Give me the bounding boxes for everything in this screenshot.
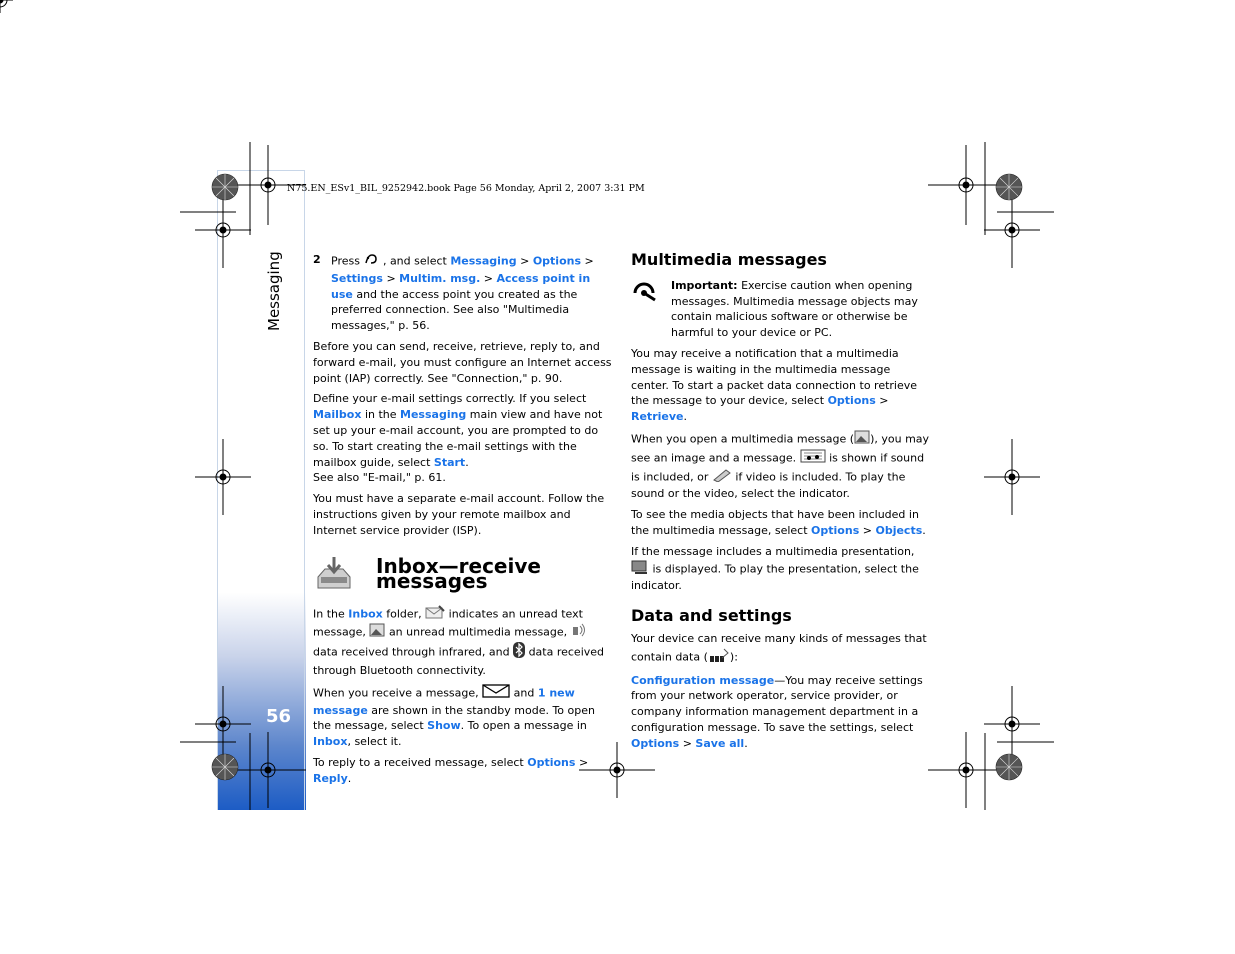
- paragraph-iap: Before you can send, receive, retrieve, reply to, and forward e-mail, you must configure an Internet access point (IAP) correctly. See "Connection," p. 90.: [313, 339, 612, 385]
- multimedia-message-icon: [854, 430, 870, 449]
- left-column: [313, 252, 613, 792]
- important-note: [631, 278, 931, 341]
- text: When you open a multimedia message (: [631, 432, 855, 446]
- paragraph-configuration: [631, 673, 931, 752]
- sound-indicator-icon: [800, 449, 826, 468]
- link-objects[interactable]: Objects: [875, 523, 923, 537]
- text: .: [347, 771, 352, 785]
- paragraph-inbox-icons: [313, 605, 613, 679]
- multimedia-messages-title: Multimedia messages: [631, 250, 827, 269]
- text: in the: [364, 408, 397, 422]
- step-number: 2: [313, 253, 321, 266]
- link-access-point[interactable]: Access point in use: [331, 271, 591, 301]
- link-options-save[interactable]: Options: [631, 736, 680, 750]
- sep: >: [862, 523, 872, 537]
- sep: >: [520, 254, 530, 268]
- text: indicates an unread text message,: [313, 606, 583, 639]
- right-column: [631, 252, 931, 757]
- link-show[interactable]: Show: [427, 719, 461, 733]
- text: data received through Bluetooth connectivity.: [313, 645, 605, 677]
- section-label: Messaging: [265, 251, 283, 331]
- text: —You may receive settings from your network operator, service provider, or company information management department in a configuration message. To save the settings, select: [631, 673, 923, 734]
- text: and: [513, 686, 535, 700]
- text: ):: [729, 650, 738, 664]
- text: . To open a message in: [460, 719, 587, 733]
- link-mailbox[interactable]: Mailbox: [313, 408, 362, 422]
- link-settings[interactable]: Settings: [331, 271, 383, 285]
- text: If the message includes a multimedia presentation,: [631, 544, 915, 558]
- link-retrieve[interactable]: Retrieve: [631, 410, 684, 424]
- presentation-icon: [631, 560, 649, 579]
- text: an unread multimedia message,: [388, 625, 568, 639]
- inbox-tray-icon: [315, 555, 353, 596]
- link-messaging[interactable]: Messaging: [450, 254, 517, 268]
- link-options[interactable]: Options: [532, 254, 582, 268]
- text: When you receive a message,: [313, 686, 479, 700]
- bluetooth-icon: [513, 642, 525, 663]
- text: You may receive a notification that a multimedia message is waiting in the multimedia message center. To start a packet data connection to retrieve the message to your device, select: [631, 346, 918, 408]
- paragraph-open-mms: [631, 430, 931, 502]
- link-multim-msg[interactable]: Multim. msg.: [399, 271, 481, 285]
- step-text-press: Press: [331, 254, 360, 268]
- link-start[interactable]: Start: [433, 455, 466, 469]
- text: .: [465, 455, 469, 469]
- paragraph-objects: [631, 507, 931, 539]
- text: .: [922, 523, 926, 537]
- text: main view and have not set up your e-mail account, you are prompted to do so. To start creating the e-mail settings with the mailbox guide, select: [313, 408, 603, 469]
- envelope-icon: [482, 684, 510, 703]
- text: if video is included. To play the sound or the video, select the indicator.: [631, 469, 906, 501]
- file-info-header: N75.EN_ESv1_BIL_9252942.book Page 56 Monday, April 2, 2007 3:31 PM: [287, 183, 645, 194]
- text: Your device can receive many kinds of messages that contain data (: [631, 631, 927, 664]
- link-reply[interactable]: Reply: [313, 771, 348, 785]
- paragraph-reply: [313, 755, 613, 787]
- text: data received through infrared, and: [313, 645, 510, 659]
- link-save-all[interactable]: Save all: [695, 736, 745, 750]
- data-message-icon: [708, 647, 730, 668]
- paragraph-new-message: [313, 684, 613, 750]
- link-options-reply[interactable]: Options: [527, 755, 576, 769]
- paragraph-retrieve: [631, 346, 931, 425]
- important-text: Exercise caution when opening messages. Multimedia message objects may contain malicious software or otherwise be harmful to your device or PC.: [671, 278, 918, 340]
- inbox-title: Inbox—receive messages: [376, 553, 541, 594]
- link-options-retrieve[interactable]: Options: [827, 394, 876, 408]
- text: is shown if sound is included, or: [631, 451, 925, 483]
- text: .: [744, 736, 748, 750]
- text: .: [683, 410, 687, 424]
- sep: >: [682, 736, 692, 750]
- video-indicator-icon: [712, 468, 732, 487]
- text: , select it.: [347, 735, 402, 749]
- infrared-icon: [571, 623, 587, 642]
- text: To reply to a received message, select: [313, 755, 524, 769]
- text: In the: [313, 606, 345, 620]
- sep: >: [578, 755, 589, 769]
- unread-text-message-icon: [425, 605, 445, 624]
- text: Define your e-mail settings correctly. If you select: [313, 392, 587, 406]
- text: are shown in the standby mode. To open the message, select: [313, 703, 595, 733]
- important-icon: [631, 280, 661, 307]
- menu-key-icon: [363, 252, 379, 271]
- configuration-message-term: Configuration message: [631, 673, 775, 687]
- unread-multimedia-icon: [369, 623, 385, 642]
- paragraph-data: [631, 631, 931, 668]
- text-see-also-email: See also "E-mail," p. 61.: [313, 471, 446, 485]
- step-2: [313, 252, 613, 334]
- step-text-select: , and select: [382, 254, 447, 268]
- link-options-objects[interactable]: Options: [811, 523, 860, 537]
- new-message-indicator: 1 new message: [313, 686, 575, 717]
- text: is displayed. To play the presentation, select the indicator.: [631, 561, 919, 593]
- paragraph-account: You must have a separate e-mail account. Follow the instructions given by your remote mailbox and Internet service provider (ISP).: [313, 492, 605, 537]
- page-number: 56: [266, 706, 292, 727]
- sep: >: [386, 271, 396, 285]
- important-label: Important:: [671, 278, 738, 292]
- link-messaging-main[interactable]: Messaging: [400, 408, 467, 422]
- text: ), you may see an image and a message.: [631, 432, 930, 465]
- sep: >: [483, 271, 493, 285]
- link-inbox-2[interactable]: Inbox: [313, 735, 348, 749]
- step-text-rest: and the access point you created as the preferred connection. See also "Multimedia messages," p. 56.: [331, 287, 578, 333]
- data-settings-title: Data and settings: [631, 606, 792, 626]
- link-inbox[interactable]: Inbox: [348, 606, 383, 620]
- sep: >: [584, 254, 594, 268]
- paragraph-presentation: [631, 544, 931, 594]
- text: folder,: [386, 606, 422, 620]
- text: To see the media objects that have been included in the multimedia message, select: [631, 508, 919, 537]
- paragraph-email-settings: [313, 391, 613, 486]
- inbox-heading: [313, 553, 613, 599]
- sep: >: [879, 394, 889, 408]
